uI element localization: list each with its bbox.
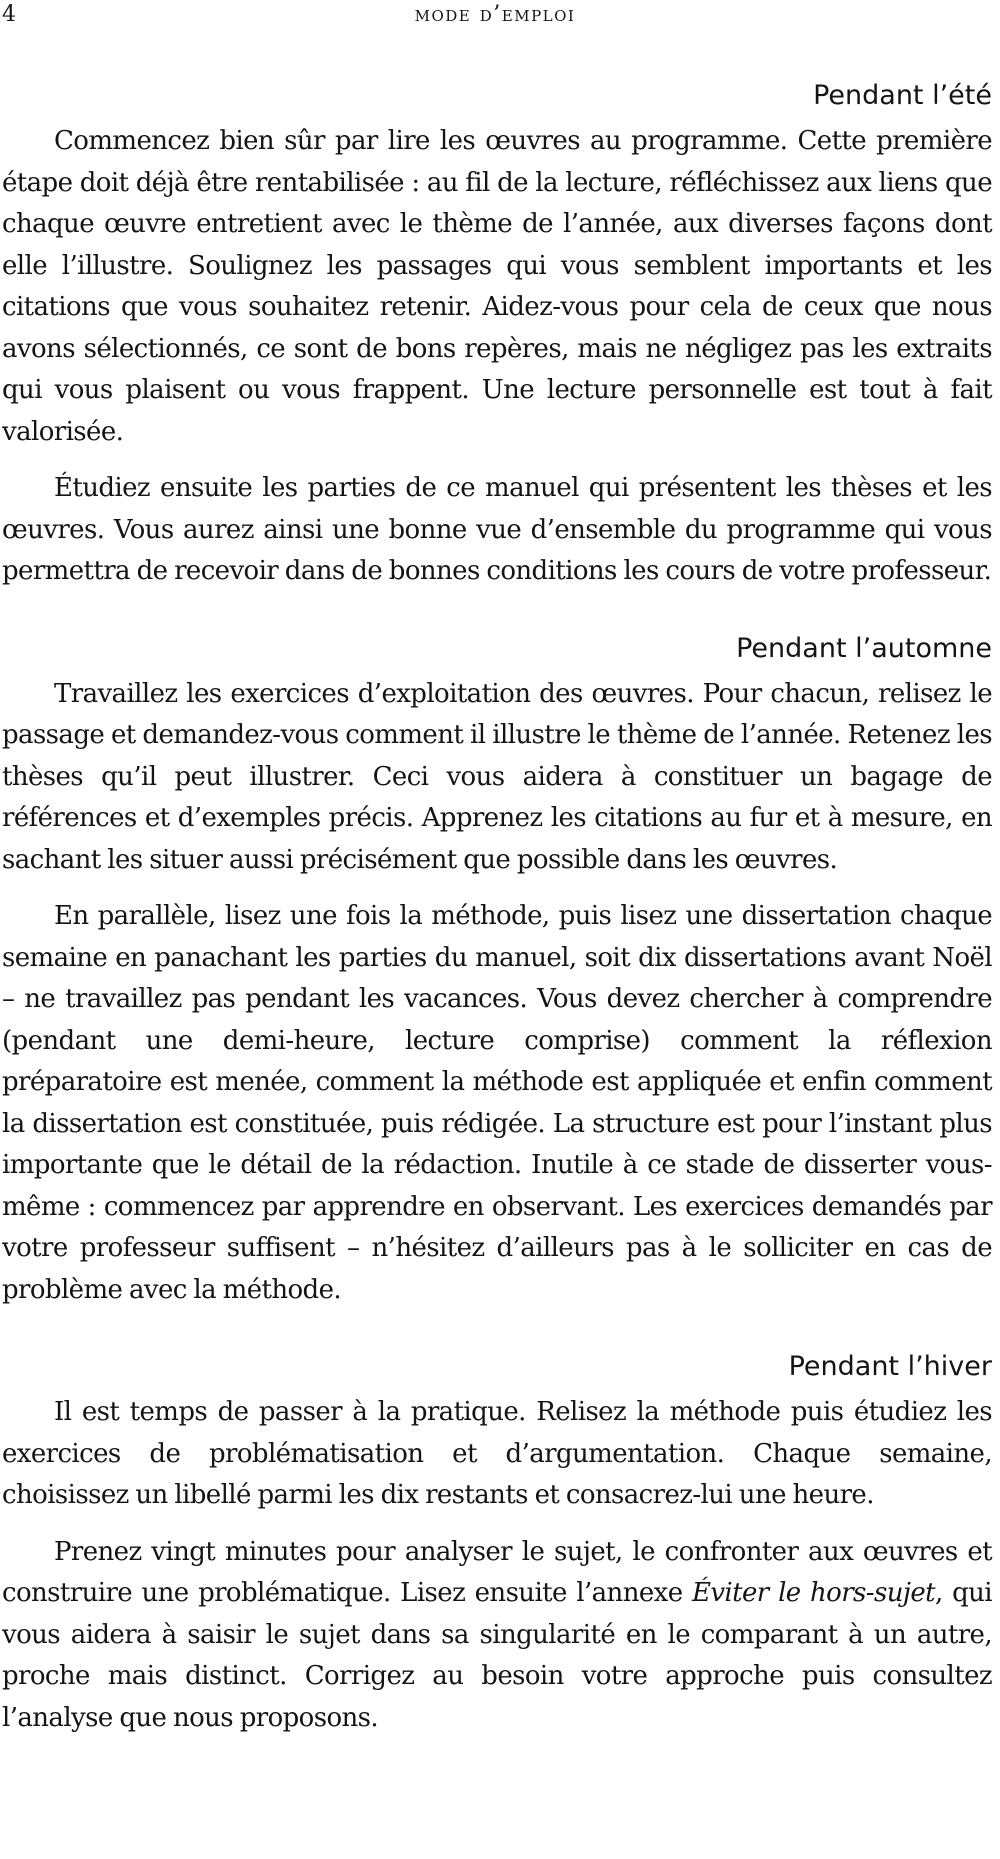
- section-autumn: [2, 633, 992, 1312]
- paragraph: Il est temps de passer à la pratique. Relisez la méthode puis étudiez les exercices de problématisation et d’argumentation. Chaque semaine, choisissez un libellé parmi les dix restants et consacrez-lui une heure.: [2, 1397, 992, 1510]
- section-winter: [2, 1351, 992, 1739]
- section-summer: [2, 80, 992, 593]
- page-body: [2, 80, 992, 1754]
- section-heading-summer: Pendant l’été: [813, 80, 992, 111]
- paragraph: [2, 1532, 992, 1740]
- section-heading-winter: Pendant l’hiver: [788, 1351, 992, 1382]
- page-number: 4: [2, 2, 16, 27]
- section-heading-autumn: Pendant l’automne: [736, 632, 992, 664]
- running-title: mode d’emploi: [414, 2, 576, 27]
- running-header: [0, 2, 990, 30]
- paragraph: Travaillez les exercices d’exploitation des œuvres. Pour chacun, relisez le passage et demandez-vous comment il illustre le thème de l’année. Retenez les thèses qu’il peut illustrer. Ceci vous aidera à constituer un bagage de références et d’exemples précis. Apprenez les citations au fur et à mesure, en sachant les situer aussi précisément que possible dans les œuvres.: [2, 678, 992, 875]
- paragraph-text: , qui vous aidera à saisir le sujet dans sa singularité en le comparant à un autre, proche mais distinct. Corrigez au besoin votre approche puis consultez l’analyse que nous proposons.: [2, 1578, 993, 1733]
- paragraph: En parallèle, lisez une fois la méthode, puis lisez une dissertation chaque semaine en panachant les parties du manuel, soit dix dissertations avant Noël – ne travaillez pas pendant les vacances. Vous devez chercher à comprendre (pendant une demi-heure, lecture comprise) comment la réflexion préparatoire est menée, comment la méthode est appliquée et enfin comment la dissertation est constituée, puis rédigée. La structure est pour l’instant plus importante que le détail de la rédaction. Inutile à ce stade de disserter vous-même : commencez par apprendre en observant. Les exercices demandés par votre professeur suffisent – n’hésitez d’ailleurs pas à le solliciter en cas de problème avec la méthode.: [2, 901, 992, 1305]
- paragraph: Étudiez ensuite les parties de ce manuel qui présentent les thèses et les œuvres. Vous aurez ainsi une bonne vue d’ensemble du programme qui vous permettra de recevoir dans de bonnes conditions les cours de votre professeur.: [2, 473, 992, 586]
- paragraph: Commencez bien sûr par lire les œuvres au programme. Cette première étape doit déjà être rentabilisée : au fil de la lecture, réfléchissez aux liens que chaque œuvre entretient avec le thème de l’année, aux diverses façons dont elle l’illustre. Soulignez les passages qui vous semblent importants et les citations que vous souhaitez retenir. Aidez-vous pour cela de ceux que nous avons sélectionnés, ce sont de bons repères, mais ne négligez pas les extraits qui vous plaisent ou vous frappent. Une lecture personnelle est tout à fait valorisée.: [2, 126, 992, 447]
- annex-title: Éviter le hors-sujet: [691, 1578, 935, 1608]
- paragraph-text: Prenez vingt minutes pour analyser le sujet, le confronter aux œuvres et construire une problématique. Lisez ensuite l’annexe: [2, 1536, 992, 1608]
